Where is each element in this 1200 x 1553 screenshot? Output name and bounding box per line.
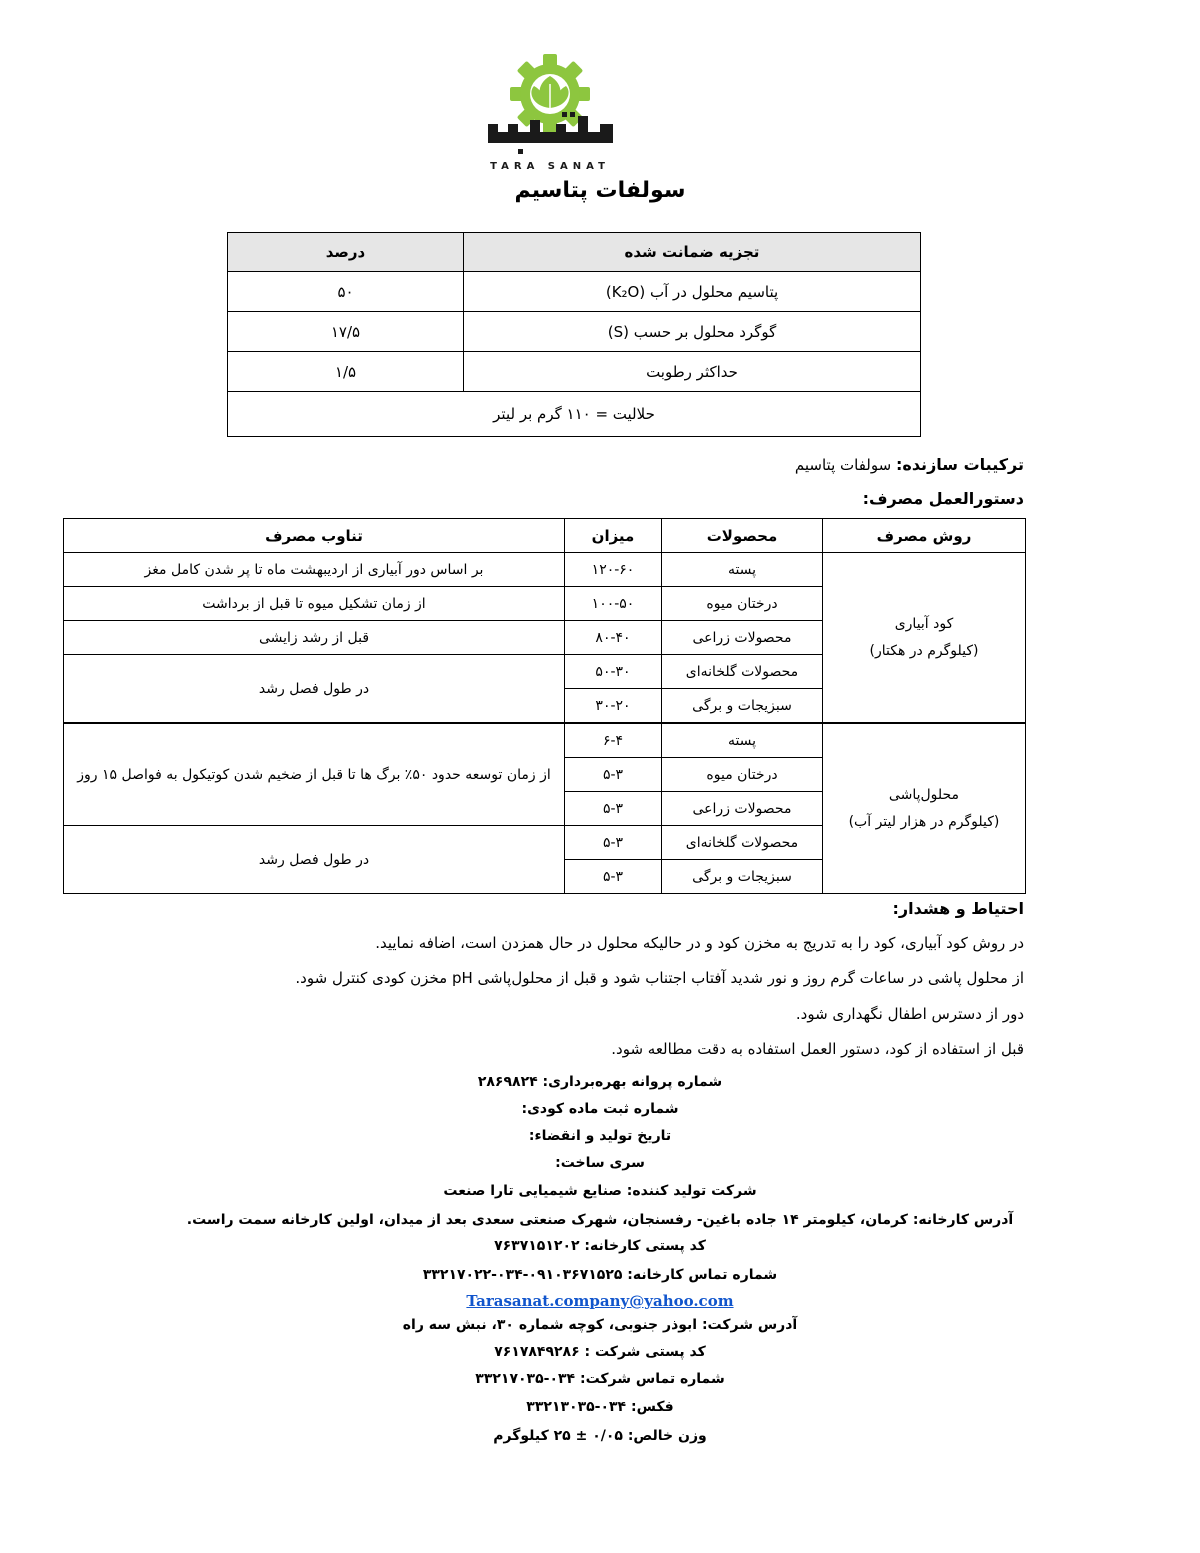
amount-cell: ۵۰-۳۰ bbox=[565, 655, 662, 689]
amount-cell: ۵-۳ bbox=[565, 860, 662, 894]
table-row bbox=[64, 723, 1026, 758]
frequency-cell: از زمان تشکیل میوه تا قبل از برداشت bbox=[64, 587, 565, 621]
table-row bbox=[228, 272, 921, 312]
product-cell: محصولات گلخانه‌ای bbox=[662, 655, 823, 689]
header-percent: درصد bbox=[228, 233, 464, 272]
method-fertigation bbox=[823, 553, 1026, 724]
factory-phone: شماره تماس کارخانه: ۰۹۱۰۳۶۷۱۵۲۵-۰۳۴-۳۳۲۱۷۰۲۲ bbox=[422, 1267, 778, 1283]
table-row bbox=[228, 352, 921, 392]
header-products: محصولات bbox=[662, 519, 823, 553]
net-weight: وزن خالص: ۰/۰۵ ± ۲۵ کیلوگرم bbox=[493, 1428, 707, 1444]
composition-value: سولفات پتاسیم bbox=[794, 456, 892, 474]
warnings-title bbox=[893, 899, 1025, 918]
product-cell: سبزیجات و برگی bbox=[662, 860, 823, 894]
component-value: ۱/۵ bbox=[228, 352, 464, 392]
solubility: حلالیت = ۱۱۰ گرم بر لیتر bbox=[228, 392, 921, 437]
header-amount: میزان bbox=[565, 519, 662, 553]
frequency-cell: قبل از رشد زایشی bbox=[64, 621, 565, 655]
factory-postal-code: کد پستی کارخانه: ۷۶۳۷۱۵۱۲۰۲ bbox=[494, 1238, 706, 1254]
production-expiry-date: تاریخ تولید و انقضاء: bbox=[528, 1128, 672, 1144]
method-name: محلول‌پاشی bbox=[888, 786, 960, 803]
product-cell: محصولات زراعی bbox=[662, 792, 823, 826]
usage-table bbox=[63, 518, 1026, 894]
warning-line: در روش کود آبیاری، کود را به تدریج به مخزن کود و در حالیکه محلول در حال همزدن است، اضافه نمایید. bbox=[375, 934, 1024, 952]
amount-cell: ۱۰۰-۵۰ bbox=[565, 587, 662, 621]
license-number: شماره پروانه بهره‌برداری: ۲۸۶۹۸۲۴ bbox=[477, 1074, 723, 1090]
product-cell: محصولات گلخانه‌ای bbox=[662, 826, 823, 860]
logo-latin-text: TARA SANAT bbox=[490, 161, 610, 172]
company-address: آدرس شرکت: ابوذر جنوبی، کوچه شماره ۳۰، نبش سه راه bbox=[402, 1317, 798, 1333]
component-value: ۵۰ bbox=[228, 272, 464, 312]
warning-line: دور از دسترس اطفال نگهداری شود. bbox=[795, 1005, 1024, 1023]
product-cell: درختان میوه bbox=[662, 758, 823, 792]
company-postal-code: کد پستی شرکت : ۷۶۱۷۸۴۹۲۸۶ bbox=[494, 1344, 706, 1360]
warnings-title-text: احتیاط و هشدار: bbox=[892, 899, 1024, 918]
component-name: گوگرد محلول بر حسب (S) bbox=[464, 312, 921, 352]
frequency-cell: بر اساس دور آبیاری از اردیبهشت ماه تا پر شدن کامل مغز bbox=[64, 553, 565, 587]
series: سری ساخت: bbox=[555, 1155, 645, 1171]
composition-label: ترکیبات سازنده: bbox=[895, 455, 1024, 474]
header-method: روش مصرف bbox=[823, 519, 1026, 553]
table-header-row bbox=[64, 519, 1026, 553]
warning-line: قبل از استفاده از کود، دستور العمل استفاده به دقت مطالعه شود. bbox=[611, 1040, 1024, 1058]
product-cell: درختان میوه bbox=[662, 587, 823, 621]
manufacturer: شرکت تولید کننده: صنایع شیمیایی تارا صنعت bbox=[443, 1183, 757, 1199]
tara-sanat-logo bbox=[478, 52, 623, 177]
composition-line bbox=[795, 455, 1024, 474]
method-unit: (کیلوگرم در هزار لیتر آب) bbox=[848, 813, 1000, 830]
frequency-cell: از زمان توسعه حدود ۵۰٪ برگ ها تا قبل از ضخیم شدن کوتیکول به فواصل ۱۵ روز bbox=[64, 723, 565, 826]
product-cell: سبزیجات و برگی bbox=[662, 689, 823, 724]
amount-cell: ۱۲۰-۶۰ bbox=[565, 553, 662, 587]
method-name: کود آبیاری bbox=[894, 615, 954, 632]
product-cell: پسته bbox=[662, 553, 823, 587]
registration-number: شماره ثبت ماده کودی: bbox=[521, 1101, 679, 1117]
frequency-cell: در طول فصل رشد bbox=[64, 655, 565, 724]
amount-cell: ۵-۳ bbox=[565, 758, 662, 792]
product-title: سولفات پتاسیم bbox=[514, 178, 686, 203]
component-name: حداکثر رطوبت bbox=[464, 352, 921, 392]
amount-cell: ۵-۳ bbox=[565, 792, 662, 826]
header-component: تجزیه ضمانت شده bbox=[464, 233, 921, 272]
amount-cell: ۸۰-۴۰ bbox=[565, 621, 662, 655]
product-cell: پسته bbox=[662, 723, 823, 758]
component-value: ۱۷/۵ bbox=[228, 312, 464, 352]
fax: فکس: ۰۳۴-۳۳۲۱۳۰۳۵ bbox=[526, 1399, 674, 1415]
table-row bbox=[64, 553, 1026, 587]
email-link[interactable]: Tarasanat.company@yahoo.com bbox=[466, 1292, 734, 1310]
method-unit: (کیلوگرم در هکتار) bbox=[869, 642, 979, 659]
factory-address: آدرس کارخانه: کرمان، کیلومتر ۱۴ جاده باغین- رفسنجان، شهرک صنعتی سعدی بعد از میدان، اولین کارخانه سمت راست. bbox=[186, 1212, 1014, 1228]
table-row bbox=[228, 392, 921, 437]
table-header-row bbox=[228, 233, 921, 272]
amount-cell: ۵-۳ bbox=[565, 826, 662, 860]
amount-cell: ۳۰-۲۰ bbox=[565, 689, 662, 724]
table-row bbox=[228, 312, 921, 352]
amount-cell: ۶-۴ bbox=[565, 723, 662, 758]
frequency-cell: در طول فصل رشد bbox=[64, 826, 565, 894]
guaranteed-analysis-table bbox=[227, 232, 921, 437]
instructions-title bbox=[863, 489, 1024, 508]
method-foliar bbox=[823, 723, 1026, 894]
component-name: پتاسیم محلول در آب (K₂O) bbox=[464, 272, 921, 312]
header-frequency: تناوب مصرف bbox=[64, 519, 565, 553]
warning-line: از محلول پاشی در ساعات گرم روز و نور شدید آفتاب اجتناب شود و قبل از محلول‌پاشی pH مخزن کودی کنترل شود. bbox=[295, 969, 1024, 987]
instructions-title-text: دستورالعمل مصرف: bbox=[862, 489, 1024, 508]
product-cell: محصولات زراعی bbox=[662, 621, 823, 655]
company-phone: شماره تماس شرکت: ۰۳۴-۳۳۲۱۷۰۳۵ bbox=[475, 1371, 725, 1387]
